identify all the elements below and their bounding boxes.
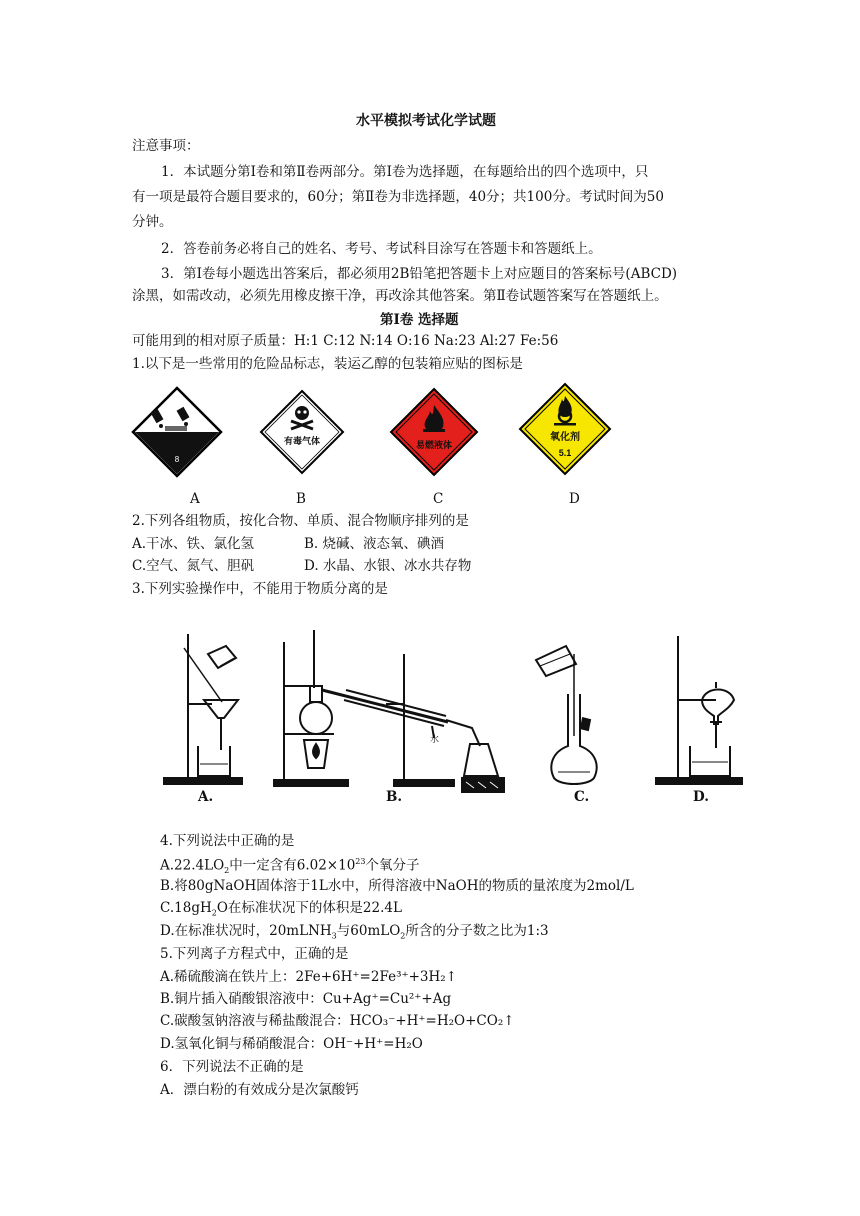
q4-option-d: D.在标准状况时，20mLNH$_3$与60mLO$_2$所含的分子数之比为1:3 bbox=[160, 923, 549, 941]
atomic-masses: 可能用到的相对原子质量：H:1 C:12 N:14 O:16 Na:23 Al:27 Fe:56 bbox=[132, 333, 559, 349]
q2-option-a: A.干冰、铁、氯化氢 bbox=[132, 536, 255, 552]
q2-option-b: B. 烧碱、液态氧、碘酒 bbox=[304, 536, 445, 552]
notice-item3-line1: 3．第Ⅰ卷每小题选出答案后，都必须用2B铅笔把答题卡上对应题目的答案标号(ABCD) bbox=[161, 266, 678, 282]
notice-item1-line3: 分钟。 bbox=[132, 214, 173, 230]
page-title: 水平模拟考试化学试题 bbox=[356, 113, 496, 129]
water-label: 水 bbox=[430, 735, 440, 745]
flammable-liquid-sign-icon bbox=[389, 387, 479, 477]
distillation-apparatus-icon bbox=[268, 628, 518, 808]
notice-item1-line2: 有一项是最符合题目要求的，60分；第Ⅱ卷为非选择题，40分；共100分。考试时间为50 bbox=[132, 189, 664, 205]
separating-funnel-apparatus-icon bbox=[650, 632, 750, 808]
sign-d-text: 氧化剂 bbox=[550, 432, 580, 443]
notice-item2: 2．答卷前务必将自己的姓名、考号、考试科目涂写在答题卡和答题纸上。 bbox=[161, 241, 602, 257]
q3-label-b: B. bbox=[386, 789, 403, 805]
notice-item1-line1: 1．本试题分第Ⅰ卷和第Ⅱ卷两部分。第Ⅰ卷为选择题，在每题给出的四个选项中，只 bbox=[161, 164, 649, 180]
sign-a-number: 8 bbox=[174, 455, 180, 464]
q1-stem: 1.以下是一些常用的危险品标志，装运乙醇的包装箱应贴的图标是 bbox=[132, 356, 523, 372]
q2-stem: 2.下列各组物质，按化合物、单质、混合物顺序排列的是 bbox=[132, 513, 469, 529]
q3-stem: 3.下列实验操作中，不能用于物质分离的是 bbox=[132, 581, 388, 597]
q4-option-a: $A.22.4LO_2$中一定含有$6.02\times 10^{23}$个氧分子 bbox=[160, 857, 420, 876]
oxidizer-sign-icon bbox=[518, 382, 612, 476]
sign-d-number: 5.1 bbox=[558, 448, 572, 458]
section-heading: 第Ⅰ卷 选择题 bbox=[380, 312, 459, 328]
q1-label-c: C bbox=[433, 491, 444, 507]
q2-option-c: C.空气、氮气、胆矾 bbox=[132, 558, 255, 574]
corrosive-sign-icon bbox=[131, 386, 223, 478]
q6-option-a: A．漂白粉的有效成分是次氯酸钙 bbox=[160, 1082, 359, 1098]
q5-option-d: D.氢氧化铜与稀硝酸混合：OH⁻+H⁺=H₂O bbox=[160, 1036, 423, 1052]
q4-option-c: $C.18gH_2O$在标准状况下的体积是22.4L bbox=[160, 900, 402, 918]
volumetric-flask-apparatus-icon bbox=[530, 632, 616, 808]
q5-stem: 5.下列离子方程式中，正确的是 bbox=[160, 946, 349, 962]
notice-item3-line2: 涂黑，如需改动，必须先用橡皮擦干净，再改涂其他答案。第Ⅱ卷试题答案写在答题纸上。 bbox=[132, 288, 668, 304]
sign-c-text: 易燃液体 bbox=[415, 441, 453, 451]
q2-option-d: D. 水晶、水银、冰水共存物 bbox=[304, 558, 472, 574]
q4-option-b: B.将80gNaOH固体溶于1L水中，所得溶液中NaOH的物质的量浓度为2mol/L bbox=[160, 878, 634, 894]
q4-stem: 4.下列说法中正确的是 bbox=[160, 833, 295, 849]
q6-stem: 6．下列说法不正确的是 bbox=[160, 1059, 304, 1075]
q1-label-a: A bbox=[190, 491, 200, 507]
toxic-gas-sign-icon bbox=[259, 389, 345, 475]
q1-label-b: B bbox=[296, 491, 306, 507]
q3-label-c: C. bbox=[574, 789, 590, 805]
q5-option-c: C.碳酸氢钠溶液与稀盐酸混合：HCO₃⁻+H⁺=H₂O+CO₂↑ bbox=[160, 1013, 515, 1029]
sign-b-text: 有毒气体 bbox=[283, 437, 321, 447]
q5-option-b: B.铜片插入硝酸银溶液中：Cu+Ag⁺=Cu²⁺+Ag bbox=[160, 991, 452, 1007]
q5-option-a: A.稀硫酸滴在铁片上：2Fe+6H⁺=2Fe³⁺+3H₂↑ bbox=[160, 969, 457, 985]
q3-label-a: A. bbox=[198, 789, 214, 805]
q1-label-d: D bbox=[569, 491, 580, 507]
notice-heading: 注意事项： bbox=[132, 138, 200, 154]
filtration-apparatus-icon bbox=[160, 628, 252, 808]
q3-label-d: D. bbox=[693, 789, 709, 805]
